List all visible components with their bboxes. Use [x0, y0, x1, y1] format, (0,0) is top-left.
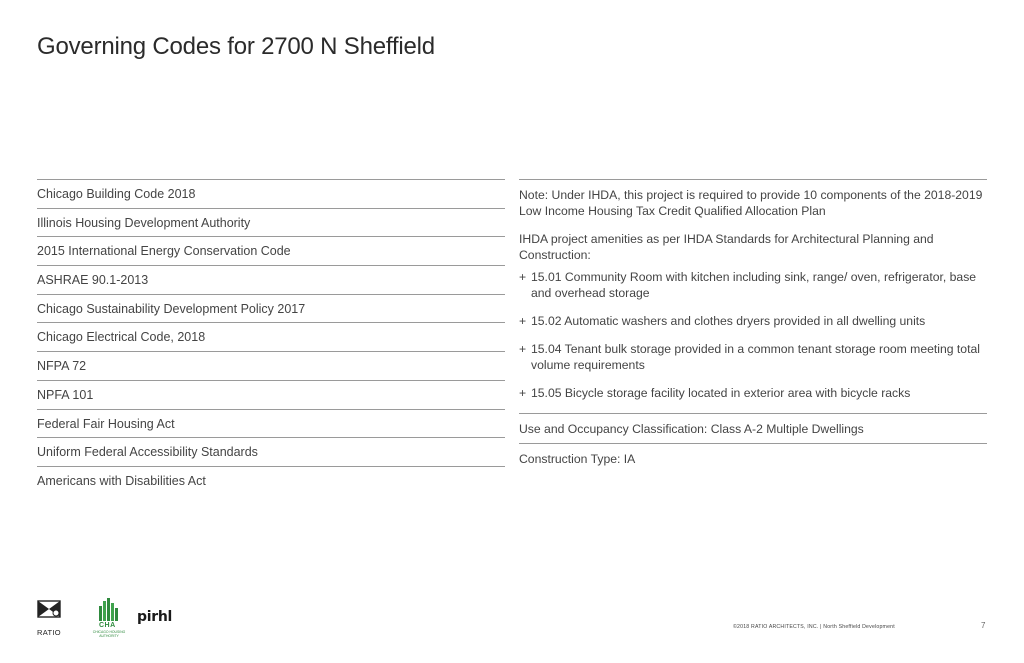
- code-item: 2015 International Energy Conservation Code: [37, 236, 505, 265]
- code-item: Uniform Federal Accessibility Standards: [37, 437, 505, 466]
- code-item: ASHRAE 90.1-2013: [37, 265, 505, 294]
- page-title: Governing Codes for 2700 N Sheffield: [37, 33, 435, 60]
- amenity-item: [519, 385, 987, 401]
- page-number: 7: [981, 621, 986, 630]
- amenity-text: 15.05 Bicycle storage facility located in exterior area with bicycle racks: [531, 386, 911, 400]
- ratio-logo: [37, 598, 63, 637]
- plus-bullet-icon: +: [519, 270, 527, 284]
- pirhl-logo: pirhl: [137, 609, 172, 625]
- amenity-text: 15.01 Community Room with kitchen including sink, range/ oven, refrigerator, base and overhead storage: [531, 270, 977, 300]
- cha-logo-text: CHA: [99, 622, 116, 629]
- plus-bullet-icon: +: [519, 386, 527, 400]
- amenity-text: 15.02 Automatic washers and clothes dryers provided in all dwelling units: [531, 314, 926, 328]
- code-item: Federal Fair Housing Act: [37, 409, 505, 438]
- occupancy-classification: Use and Occupancy Classification: Class A-2 Multiple Dwellings: [519, 413, 987, 443]
- amenities-list: [519, 269, 987, 401]
- ihda-requirements-column: [519, 179, 987, 473]
- code-item: Americans with Disabilities Act: [37, 466, 505, 495]
- amenity-item: [519, 269, 987, 301]
- code-item: NPFA 101: [37, 380, 505, 409]
- construction-type: Construction Type: IA: [519, 443, 987, 473]
- footer-copyright: ©2018 RATIO ARCHITECTS, INC. | North Sheffield Development: [733, 624, 895, 630]
- amenity-item: [519, 313, 987, 329]
- ihda-note: Note: Under IHDA, this project is required to provide 10 components of the 2018-2019 Low Income Housing Tax Credit Qualified Allocation Plan: [519, 188, 983, 218]
- code-item: Chicago Building Code 2018: [37, 179, 505, 208]
- code-item: Chicago Electrical Code, 2018: [37, 322, 505, 351]
- cha-logo: [92, 598, 126, 638]
- ratio-logo-icon: [37, 598, 63, 622]
- code-item: Chicago Sustainability Development Policy 2017: [37, 294, 505, 323]
- plus-bullet-icon: +: [519, 314, 527, 328]
- cha-logo-subtext: CHICAGO HOUSING AUTHORITY: [92, 630, 126, 638]
- ihda-section: [519, 179, 987, 401]
- amenity-text: 15.04 Tenant bulk storage provided in a common tenant storage room meeting total volume requirements: [531, 342, 980, 372]
- cha-building-icon: [93, 598, 125, 622]
- code-item: NFPA 72: [37, 351, 505, 380]
- amenities-intro: IHDA project amenities as per IHDA Standards for Architectural Planning and Construction:: [519, 232, 934, 262]
- governing-codes-list: [37, 179, 505, 495]
- amenity-item: [519, 341, 987, 373]
- ratio-logo-text: RATIO: [37, 628, 61, 637]
- plus-bullet-icon: +: [519, 342, 527, 356]
- code-item: Illinois Housing Development Authority: [37, 208, 505, 237]
